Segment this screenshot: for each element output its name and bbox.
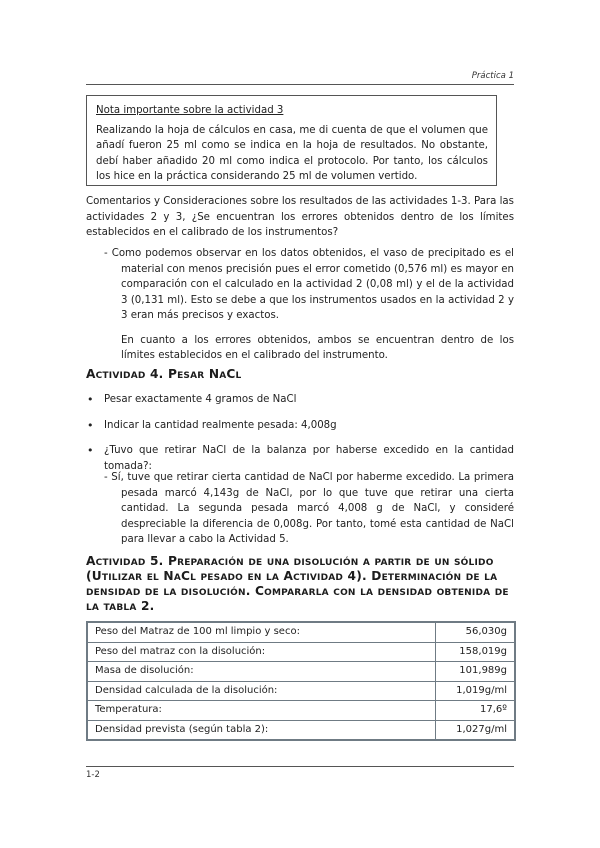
table-row xyxy=(87,681,515,701)
list-item: • ¿Tuvo que retirar NaCl de la balanza por haberse excedido en la cantidad tomada?: xyxy=(86,443,514,474)
row-value: 17,6º xyxy=(436,701,516,721)
table-row xyxy=(87,622,515,642)
row-value: 1,019g/ml xyxy=(436,681,516,701)
header-rule xyxy=(86,84,514,85)
comments-answer xyxy=(104,246,514,364)
page-number: 1-2 xyxy=(86,770,100,780)
table-row xyxy=(87,701,515,721)
list-item: • Indicar la cantidad realmente pesada: 4,008g xyxy=(86,418,514,434)
activity5-title: Actividad 5. Preparación de una disolución a partir de un sólido (Utilizar el NaCl pesado en la Actividad 4). Determinación de la densidad de la disolución. Compararla con la densidad obtenida de la tabla 2. xyxy=(86,554,509,613)
note-box xyxy=(86,95,497,186)
comments-question: Comentarios y Consideraciones sobre los resultados de las actividades 1-3. Para las actividades 2 y 3, ¿Se encuentran los errores obtenidos dentro de los límites establecidos en el calibrado de los instrumentos? xyxy=(86,196,514,238)
comments-answer-2: En cuanto a los errores obtenidos, ambos se encuentran dentro de los límites establecidos en el calibrado del instrumento. xyxy=(121,334,514,361)
results-table xyxy=(86,621,516,741)
row-label: Masa de disolución: xyxy=(87,662,436,682)
table-row xyxy=(87,642,515,662)
row-value: 1,027g/ml xyxy=(436,720,516,740)
row-value: 56,030g xyxy=(436,622,516,642)
row-value: 158,019g xyxy=(436,642,516,662)
activity4-answer: - Sí, tuve que retirar cierta cantidad de NaCl por haberme excedido. La primera pesada marcó 4,143g de NaCl, por lo que tuve que retirar una cierta cantidad. La segunda pesada marcó 4,008 g de NaCl, y consideré despreciable la diferencia de 0,008g. Por tanto, tomé esta cantidad de NaCl para llevar a cabo la Actividad 5. xyxy=(104,472,514,545)
table-row xyxy=(87,720,515,740)
row-label: Peso del matraz con la disolución: xyxy=(87,642,436,662)
comments-answer-1: - Como podemos observar en los datos obtenidos, el vaso de precipitado es el material con menos precisión pues el error cometido (0,576 ml) es mayor en comparación con el calculado en la actividad 2 (0,08 ml) y el de la actividad 3 (0,131 ml). Esto se debe a que los instrumentos usados en la actividad 2 y 3 eran más precisos y exactos. xyxy=(104,248,514,321)
note-body: Realizando la hoja de cálculos en casa, me di cuenta de que el volumen que añadí fueron 25 ml como se indica en la hoja de resultados. No obstante, debí haber añadido 20 ml como indica el protocolo. Por tanto, los cálculos los hice en la práctica considerando 25 ml de volumen vertido. xyxy=(96,124,488,182)
running-header: Práctica 1 xyxy=(471,71,514,81)
row-label: Densidad prevista (según tabla 2): xyxy=(87,720,436,740)
row-label: Peso del Matraz de 100 ml limpio y seco: xyxy=(87,622,436,642)
table-row xyxy=(87,662,515,682)
activity4-title: Actividad 4. Pesar NaCl xyxy=(86,367,242,381)
note-title: Nota importante sobre la actividad 3 xyxy=(96,105,284,116)
list-item: • Pesar exactamente 4 gramos de NaCl xyxy=(86,392,514,408)
footer-rule xyxy=(86,766,514,767)
row-label: Temperatura: xyxy=(87,701,436,721)
row-value: 101,989g xyxy=(436,662,516,682)
row-label: Densidad calculada de la disolución: xyxy=(87,681,436,701)
